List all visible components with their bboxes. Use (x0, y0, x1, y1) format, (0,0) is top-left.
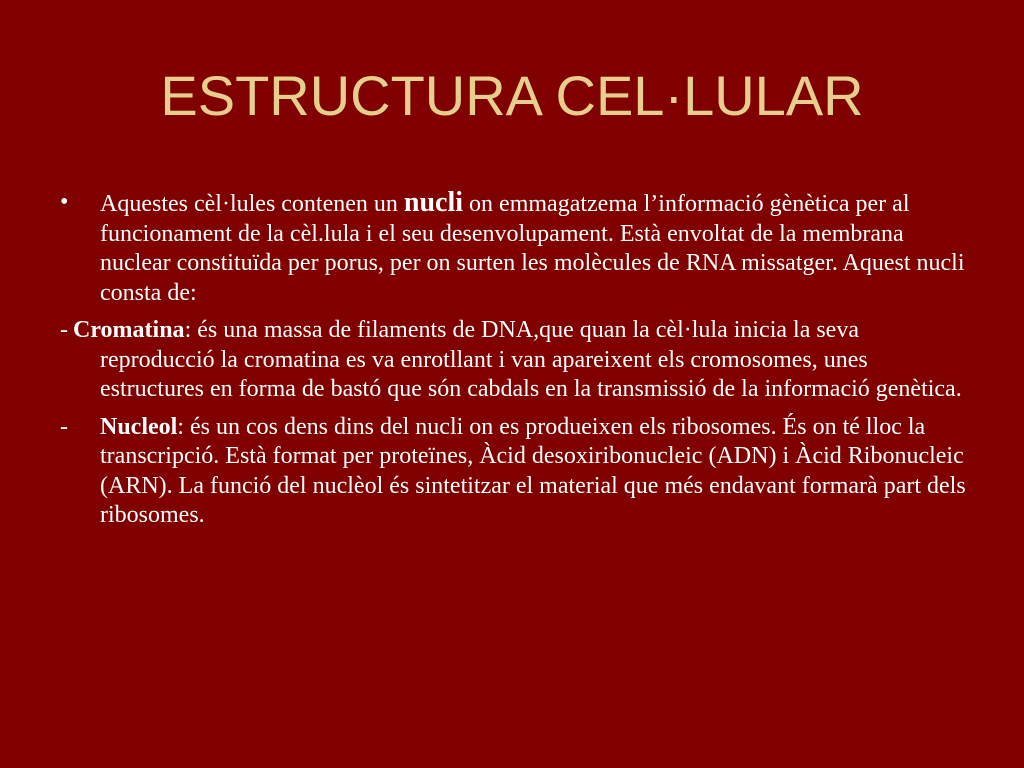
bullet-paragraph-nucli (60, 188, 972, 308)
definition-nucleol: : és un cos dens dins del nucli on es produeixen els ribosomes. És on té lloc la transcripció. Està format per proteïnes, Àcid desoxiribonucleic (ADN) i Àcid Ribonucleic (ARN). La funció del nuclèol és sintetitzar el material que més endavant formarà part dels ribosomes. (100, 413, 966, 528)
item-cromatina (60, 316, 972, 405)
slide-body (60, 188, 972, 539)
slide-title: ESTRUCTURA CEL·LULAR (160, 64, 864, 127)
dash-marker: - (60, 317, 68, 343)
paragraph-text-start: Aquestes cèl·lules contenen un (100, 191, 404, 217)
paragraph-text-end: on emmagatzema l’informació gènètica per al funcionament de la cèl.lula i el seu desenvolupament. Està envoltat de la membrana nuclear constituïda per porus, per on surten les molècules de RNA missatger. Aquest nucli consta de: (100, 191, 965, 306)
item-nucleol (60, 413, 972, 531)
term-cromatina: Cromatina (73, 317, 185, 343)
bullet-marker: • (60, 189, 69, 215)
emphasis-nucli: nucli (403, 187, 464, 218)
paragraph-text (100, 188, 972, 308)
term-nucleol: Nucleol (100, 413, 178, 440)
definition-cromatina: : és una massa de filaments de DNA,que quan la cèl·lula inicia la seva reproducció la cromatina es va enrotllant i van apareixent els cromosomes, unes estructures en forma de bastó que són cabdals en la transmissió de la informació genètica. (100, 317, 962, 402)
definition-nucleol-block (100, 413, 972, 531)
dash-marker: - (60, 413, 68, 440)
